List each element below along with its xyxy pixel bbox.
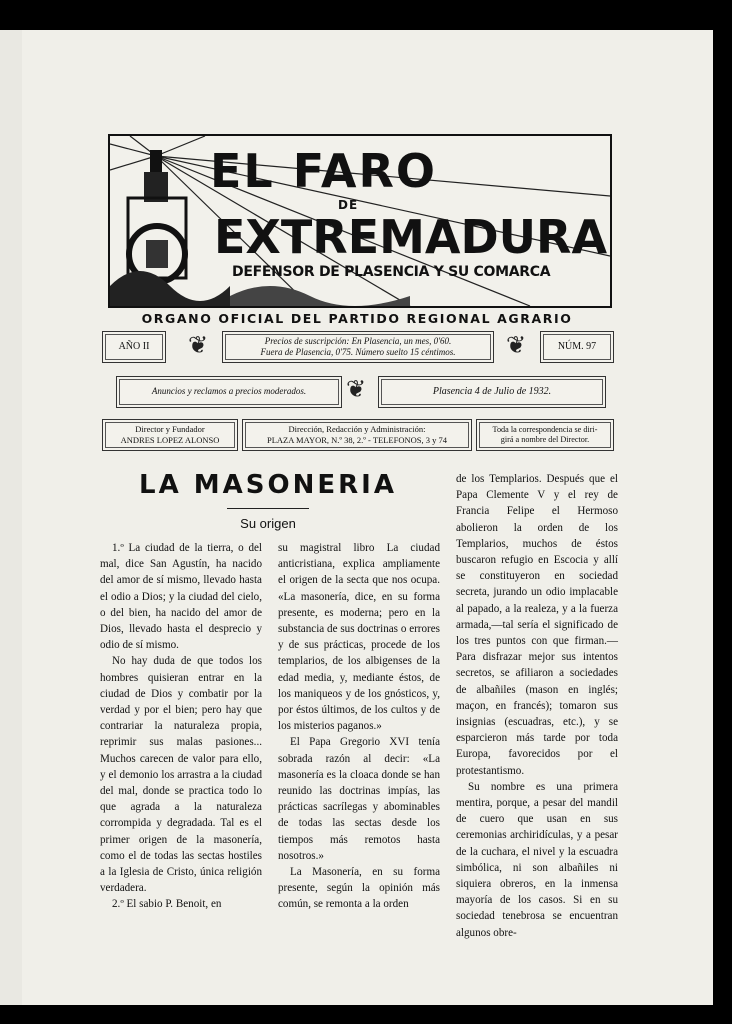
col1-paragraph: 1.º La ciudad de la tierra, o del mal, dice San Agustín, ha nacido del amor de sí mismo, llevado hasta el odio a Dios; y la ciudad del cielo, o del bien, ha nacido del amor de Dios, llevado hasta el desprecio y odio de sí mismo. [100,542,262,652]
fecha-box [378,376,606,408]
masthead [108,134,612,308]
col2-paragraph: su magistral libro La ciudad anticristiana, explica ampliamente el origen de la secta que nos ocupa. «La masonería, dice, en su forma presente, es moderna; pero en la substancia de sus doctrinas o errores y de sus prácticas, procede de los templarios, de los albigenses de la edad media, y, mediante éstos, de los maniqueos y de los gnósticos, y, por éstos últimos, de los cultos y de los misterios paganos.» [278,542,440,733]
masthead-subtitle: DEFENSOR DE PLASENCIA Y SU COMARCA [232,264,551,280]
masthead-title-line2: EXTREMADURA [214,210,608,264]
direccion-value: PLAZA MAYOR, N.º 38, 2.º - TELEFONOS, 3 y 74 [266,435,447,445]
numero-label: NÚM. 97 [557,340,597,352]
correspondencia-line1: Toda la correspondencia se diri- [492,424,598,434]
masthead-title-de: DE [338,198,359,212]
anuncios-box [116,376,342,408]
title-rule [227,508,309,509]
director-box [102,419,238,451]
article-title: LA MASONERIA [139,470,397,500]
col3-paragraph: Su nombre es una primera mentira, porque, a pesar del mandil de cuero que usan en sus ceremonias archiridículas, y a pesar de la cuchara, el nivel y la escuadra simbólica, ni son albañiles ni siquiera obreros, en la inmensa mayoría de los casos. Si en su sociedad tenebrosa se encuentran algunos obre- [456,780,618,939]
article-subtitle: Su origen [240,516,296,531]
director-name: ANDRES LOPEZ ALONSO [120,435,220,445]
col2-paragraph: La Masonería, en su forma presente, según la opinión más común, se remonta a la orden [278,866,440,911]
col3-paragraph: de los Templarios. Después que el Papa Clemente V y el rey de Francia Felipe el Hermoso abolieron la orden de los Templarios, muchos de éstos buscaron refugio en Escocia y allí se constituyeron en sociedad secreta, jurando un odio implacable al papado, a la realeza, y a la fuerza armada,—tal sería el significado de los tres puntos con que firman.—Para disfrazar mejor sus intentos secretos, se afiliaron a sociedades de albañiles (mason en inglés; maçon, en francés); tomaron sus insignias (escuadras, etc.), y se esparcieron más tarde por toda Europa, favorecidos por el protestantismo. [456,473,618,777]
masthead-title-line1: EL FARO [210,144,438,198]
col1-paragraph: No hay duda de que todos los hombres quisieran entrar en la ciudad de Dios y combatir por la verdad y por el bien; pero hay que contrariar la naturaleza propia, reprimir sus malas pasiones... Muchos carecen de valor para ello, y el demonio los arrastra a la ciudad del mal, donde se practica todo lo que agrada a la naturaleza corrompida y degradada. Tal es el primer origen de la masonería, como el de todas las sectas hostiles a la Iglesia de Cristo, única religión verdadera. [100,655,262,895]
director-label: Director y Fundador [135,424,205,435]
anuncios-text: Anuncios y reclamos a precios moderados. [151,386,307,397]
precios-box [222,331,494,363]
left-page-edge [0,30,24,1005]
numero-box [540,331,614,363]
precios-line2: Fuera de Plasencia, 0'75. Número suelto 15 céntimos. [260,347,456,357]
article-column-2 [278,540,440,913]
col2-paragraph: El Papa Gregorio XVI tenía sobrada razón al decir: «La masonería es la cloaca donde se han reunido las doctrinas impías, las prácticas sacrílegas y abominables de todas las sectas desde los tiempos más remotos hasta nosotros.» [278,736,440,862]
ano-label: AÑO II [118,340,150,352]
ornament-right-icon: ❦ [505,333,527,359]
direccion-box [242,419,472,451]
col1-paragraph: 2.º El sabio P. Benoit, en [112,898,222,911]
fecha-text: Plasencia 4 de Julio de 1932. [432,385,552,397]
correspondencia-box [476,419,614,451]
ano-box [102,331,166,363]
organo-heading: ORGANO OFICIAL DEL PARTIDO REGIONAL AGRARIO [141,311,573,326]
newspaper-page [22,30,713,1005]
correspondencia-line2: girá a nombre del Director. [500,435,590,444]
ornament-left-icon: ❦ [187,333,209,359]
article-column-1 [100,540,262,913]
article-column-3 [456,471,618,941]
ornament-center-icon: ❦ [345,377,367,403]
precios-line1: Precios de suscripción: En Plasencia, un mes, 0'60. [264,335,452,346]
direccion-label: Dirección, Redacción y Administración: [288,424,426,435]
